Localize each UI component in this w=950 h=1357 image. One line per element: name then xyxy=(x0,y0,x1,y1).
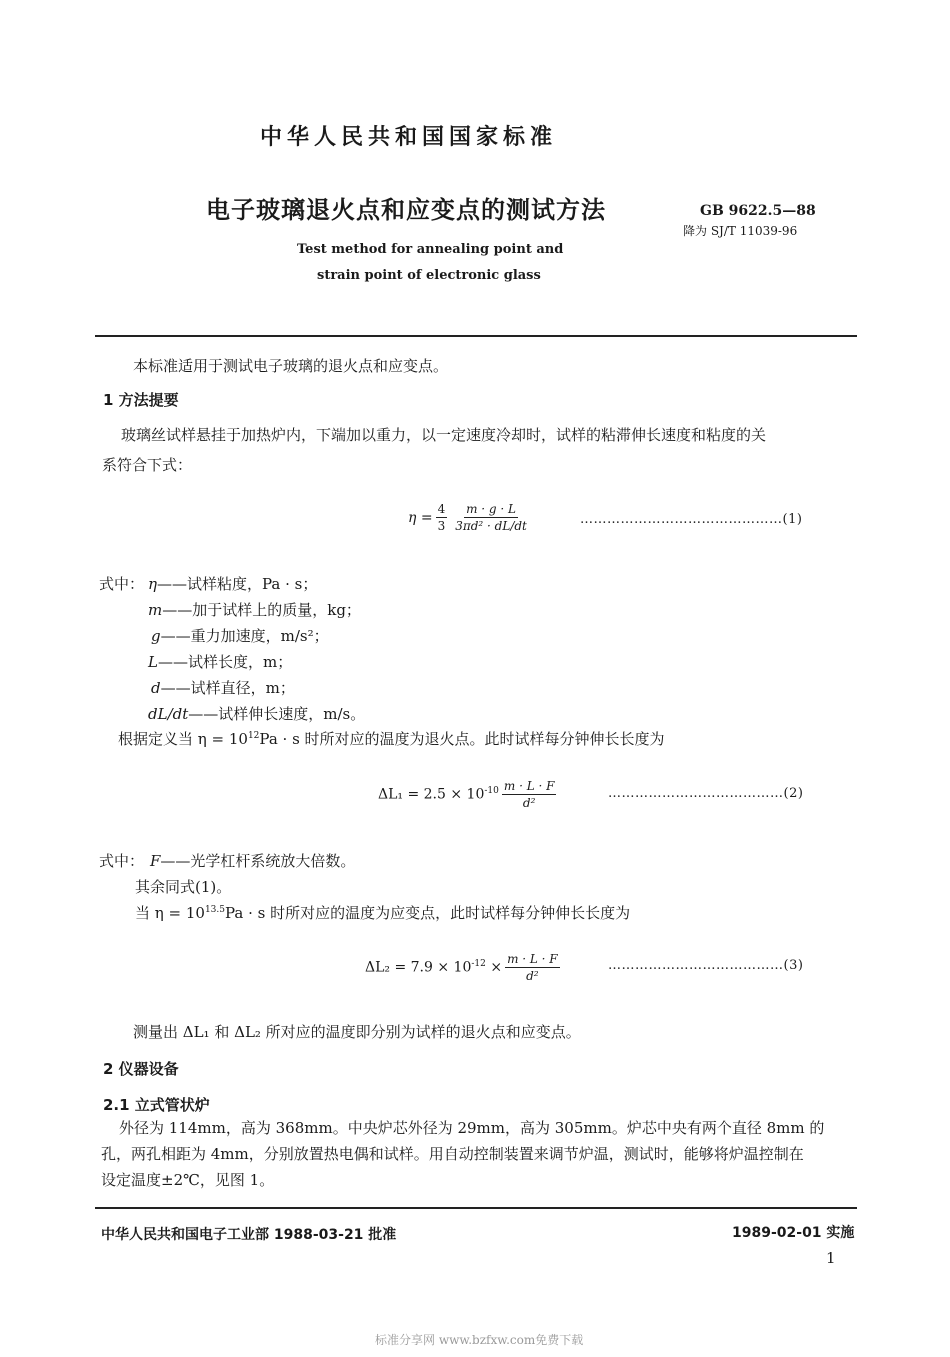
eq3-lhs: $\Delta L_2 = 7.9 \times 10^{-12}$ × xyxy=(365,959,503,976)
eq1-fraction xyxy=(453,502,529,533)
eq3-leader: …………………………………(3) xyxy=(608,958,804,973)
section-1-heading: 1 方法提要 xyxy=(103,391,179,409)
national-standard-heading: 中华人民共和国国家标准 xyxy=(260,125,558,150)
strain-definition: 当 $\eta = 10^{13.5}Pa \cdot s$ 时所对应的温度为应变点，此时试样每分钟伸长长度为 xyxy=(135,904,631,922)
rest-same-note: 其余同式(1)。 xyxy=(135,878,232,896)
eq2-fraction xyxy=(502,779,557,810)
standard-number: GB 9622.5—88 xyxy=(700,203,816,219)
def-eta: η——试样粘度，Pa · s； xyxy=(148,575,318,593)
def-d: d——试样直径，m； xyxy=(151,679,295,697)
eq3-number: (3) xyxy=(783,958,804,973)
measurement-statement: 测量出 ΔL₁ 和 ΔL₂ 所对应的温度即分别为试样的退火点和应变点。 xyxy=(133,1023,581,1041)
section-2-line-2: 孔，两孔相距为 4mm，分别放置热电偶和试样。用自动控制装置来调节炉温，测试时，能够将炉温控制在 xyxy=(101,1145,804,1163)
english-title-line-2: strain point of electronic glass xyxy=(317,268,541,283)
reclassified-number: 降为 SJ/T 11039-96 xyxy=(683,224,798,238)
eq1-coef-denominator: 3 xyxy=(437,519,446,533)
eq2-lhs: $\Delta L_1 = 2.5 \times 10^{-10}$ xyxy=(378,786,499,803)
header-rule xyxy=(95,335,857,337)
eq1-numerator: m · g · L xyxy=(466,502,516,516)
annealing-definition: 根据定义当 $\eta = 10^{12}Pa \cdot s$ 时所对应的温度为退火点。此时试样每分钟伸长长度为 xyxy=(118,730,665,748)
section-2-line-1: 外径为 114mm，高为 368mm。中央炉芯外径为 29mm，高为 305mm。炉芯中央有两个直径 8mm 的 xyxy=(119,1119,825,1137)
def-m: m——加于试样上的质量，kg； xyxy=(148,601,361,619)
section-1-para-line-1: 玻璃丝试样悬挂于加热炉内，下端加以重力，以一定速度冷却时，试样的粘滞伸长速度和粘度的关 xyxy=(121,426,767,444)
eq3-denominator: d² xyxy=(526,969,539,983)
eq1-number: (1) xyxy=(782,512,803,527)
section-2-line-3: 设定温度±2℃，见图 1。 xyxy=(101,1171,275,1189)
eq2-denominator: d² xyxy=(522,796,536,810)
equation-1 xyxy=(408,502,532,533)
equation-2 xyxy=(378,779,559,810)
eq1-coefficient xyxy=(436,502,448,533)
eq3-fraction xyxy=(505,952,560,983)
footer-rule xyxy=(95,1207,857,1209)
english-title-line-1: Test method for annealing point and xyxy=(297,242,564,257)
subsection-2-1-heading: 2.1 立式管状炉 xyxy=(103,1096,210,1114)
def-F: F——光学杠杆系统放大倍数。 xyxy=(150,852,356,870)
eq2-numerator: m · L · F xyxy=(503,779,555,793)
eq1-denominator: 3πd² · dL/dt xyxy=(455,519,527,533)
eq2-leader: …………………………………(2) xyxy=(608,786,804,801)
watermark: 标准分享网 www.bzfxw.com免费下载 xyxy=(375,1333,584,1347)
equation-3 xyxy=(365,952,563,983)
where-label: 式中： xyxy=(99,575,145,593)
where-label-2: 式中： xyxy=(99,852,145,870)
def-dLdt: dL/dt——试样伸长速度，m/s。 xyxy=(148,705,366,723)
document-title: 电子玻璃退火点和应变点的测试方法 xyxy=(206,196,606,224)
section-1-para-line-2: 系符合下式： xyxy=(102,456,193,474)
def-L: L——试样长度，m； xyxy=(148,653,293,671)
eq1-lhs: η = xyxy=(408,509,433,526)
page-number: 1 xyxy=(826,1249,836,1267)
scope-text: 本标准适用于测试电子玻璃的退火点和应变点。 xyxy=(133,357,449,375)
eq1-leader: ………………………………………(1) xyxy=(580,512,803,527)
eq3-numerator: m · L · F xyxy=(507,952,558,966)
def-g: g——重力加速度，m/s²； xyxy=(151,627,329,645)
implementation-date: 1989-02-01 实施 xyxy=(732,1225,855,1241)
section-2-heading: 2 仪器设备 xyxy=(103,1060,179,1078)
eq1-coef-numerator: 4 xyxy=(437,502,446,516)
approval-line: 中华人民共和国电子工业部 1988-03-21 批准 xyxy=(101,1227,397,1243)
eq2-number: (2) xyxy=(783,786,804,801)
